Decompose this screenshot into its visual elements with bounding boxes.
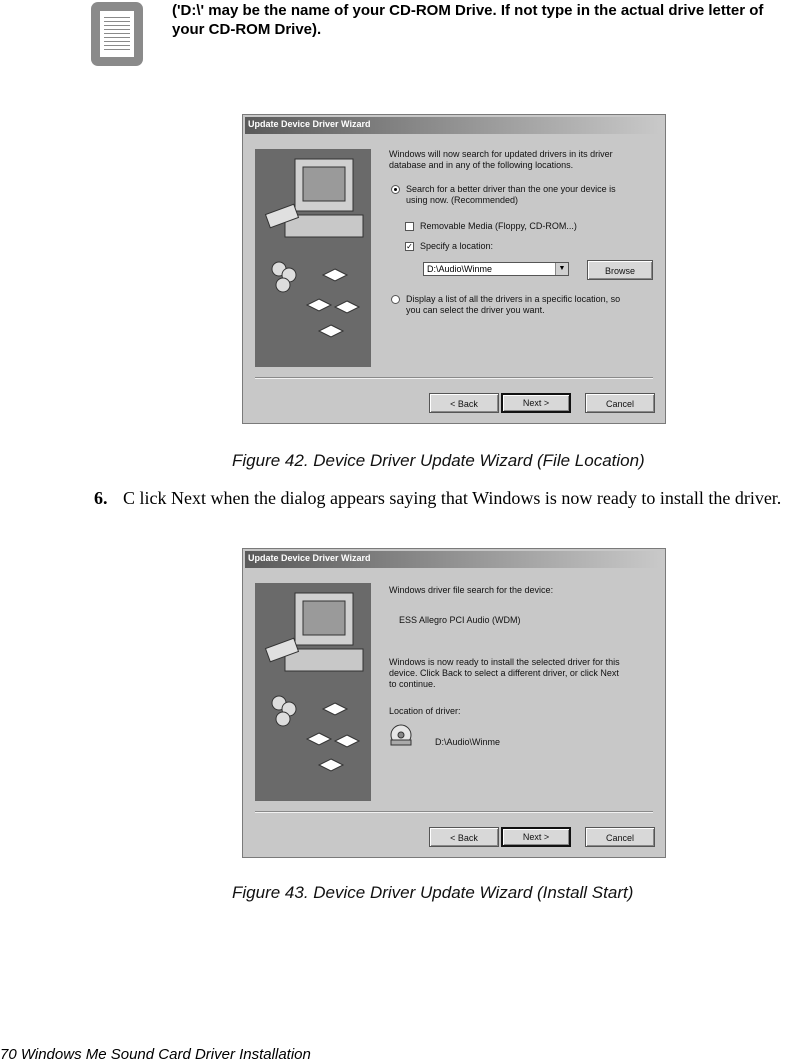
driver-path: D:\Audio\Winme [435,737,501,747]
step-number: 6. [94,488,108,508]
back-button[interactable]: < Back [429,393,499,413]
location-combobox[interactable] [423,262,569,276]
checkbox-removable-media[interactable] [405,222,414,231]
radio-search-better-driver[interactable] [391,185,400,194]
location-label: Location of driver: [389,706,461,716]
note-text: ('D:\' may be the name of your CD-ROM Drive. If not type in the actual drive letter of your CD-ROM Drive). [172,2,764,38]
checkbox-specify-location[interactable]: ✓ [406,242,413,251]
button-separator [255,811,653,813]
device-name: ESS Allegro PCI Audio (WDM) [399,615,521,625]
radio-display-line-1: Display a list of all the drivers in a specific location, so [406,294,621,304]
page-footer: 70 Windows Me Sound Card Driver Installation [0,1046,311,1063]
cancel-button[interactable]: Cancel [585,827,655,847]
title-bar [245,117,663,134]
note-paper [100,11,134,57]
radio-display-list[interactable] [391,295,400,304]
dropdown-arrow-icon[interactable]: ▼ [555,263,568,275]
next-button[interactable]: Next > [501,393,571,413]
search-line: Windows driver file search for the device: [389,585,554,595]
browse-button[interactable]: Browse [587,260,653,280]
checkbox-removable-label: Removable Media (Floppy, CD-ROM...) [420,221,577,231]
intro-line-1: Windows will now search for updated drivers in its driver [389,149,613,159]
wizard-dialog-install-start [242,548,666,858]
note-icon [91,2,143,66]
dialog-title: Update Device Driver Wizard [248,553,371,563]
ready-line-1: Windows is now ready to install the selected driver for this [389,657,620,667]
button-separator [255,377,653,379]
radio-display-line-2: you can select the driver you want. [406,305,545,315]
title-bar [245,551,663,568]
cancel-button[interactable]: Cancel [585,393,655,413]
wizard-illustration [255,583,371,801]
checkbox-location-label: Specify a location: [420,241,494,251]
dialog-title: Update Device Driver Wizard [248,119,371,129]
location-value: D:\Audio\Winme [427,264,493,274]
ready-line-2: device. Click Back to select a different driver, or click Next [389,668,619,678]
wizard-dialog-file-location [242,114,666,424]
ready-line-3: to continue. [389,679,436,689]
figure-43-caption: Figure 43. Device Driver Update Wizard (Install Start) [232,883,634,902]
step-text: C lick Next when the dialog appears saying that Windows is now ready to install the driver. [123,488,782,508]
radio-search-line-1: Search for a better driver than the one your device is [406,184,616,194]
cd-drive-icon [389,723,413,747]
radio-search-line-2: using now. (Recommended) [406,195,519,205]
next-button[interactable]: Next > [501,827,571,847]
wizard-illustration [255,149,371,367]
back-button[interactable]: < Back [429,827,499,847]
intro-line-2: database and in any of the following locations. [389,160,574,170]
figure-42-caption: Figure 42. Device Driver Update Wizard (File Location) [232,451,645,470]
